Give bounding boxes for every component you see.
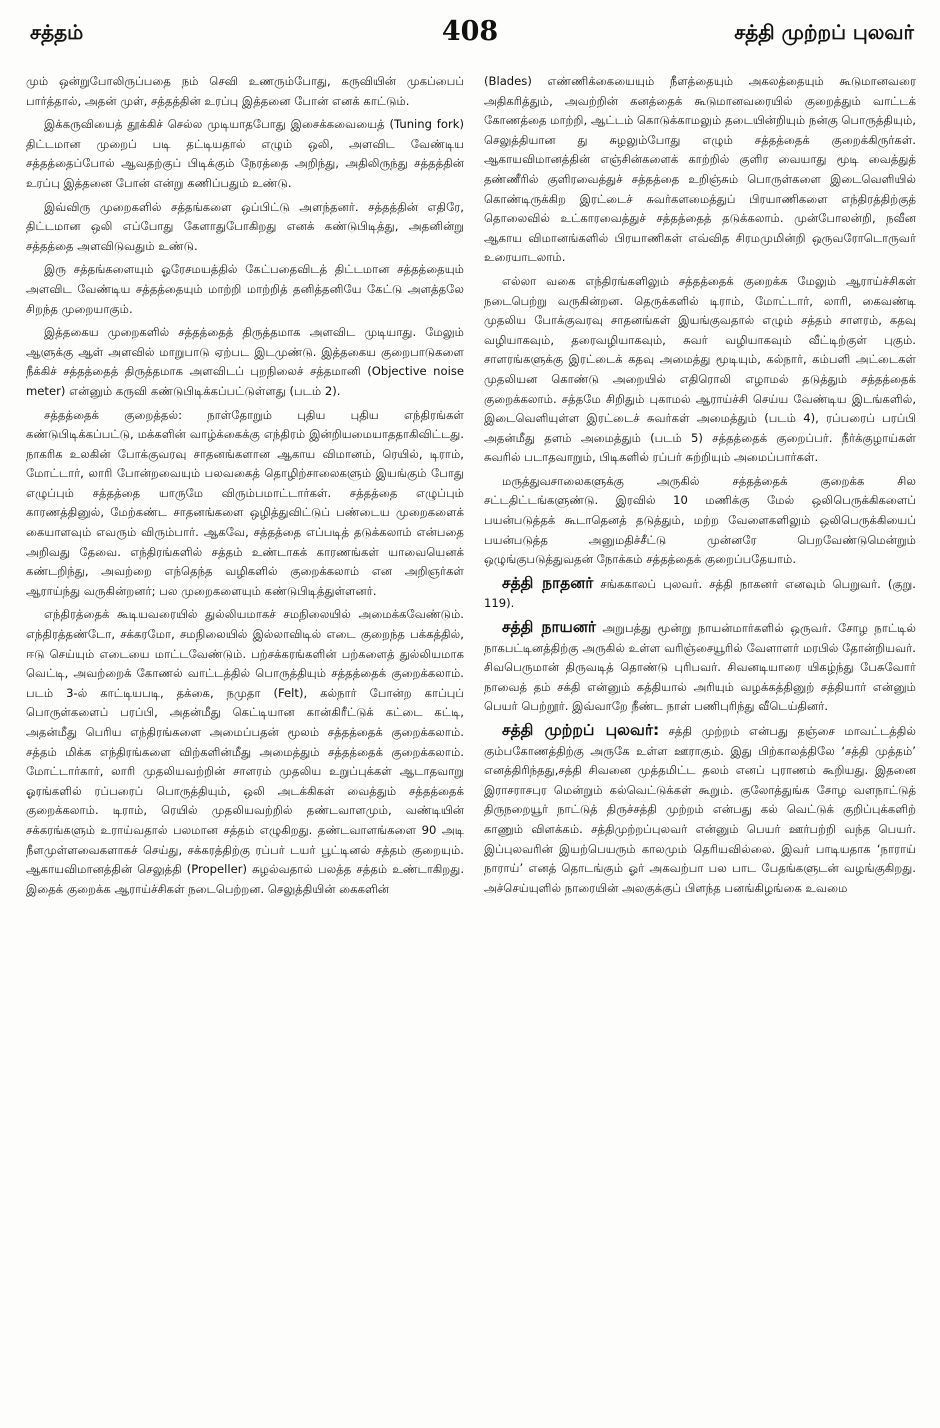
- paragraph: எல்லா வகை எந்திரங்களிலும் சத்தத்தைக் குறைக்க மேலும் ஆராய்ச்சிகள் நடைபெற்று வருகின்றன. தெருக்களில் டிராம், மோட்டார், லாரி, கைவண்டி முதலிய போக்குவரவு சாதனங்கள் இயங்குவதால் எழும் சத்தம் சாளரம், கதவு வழியாகவும், தரைவழியாகவும், சுவர் வழியாகவும் வீட்டிற்குள் புகும். சாளரங்களுக்கு இரட்டைக் கதவு அமைத்து மூடியும், கல்நார், கம்பளி அட்டைகள் முதலியன கொண்டு அறையில் எதிரொலி எழாமல் தடுத்தும் சத்தத்தைக் குறைக்கலாம். சத்தமே சிறிதும் புகாமல் ஆராய்ச்சி செய்ய வேண்டிய இடங்களில், இடைவெளியுள்ள இரட்டைச் சுவர்கள் அமைத்தும் (படம் 4), ரப்பரைப் பரப்பி அதன்மீது தளம் அமைத்தும் (படம் 5) சத்தத்தைக் குறைப்பர். நீர்க்குழாய்கள் சுவரில் படாதவாறும், பிடிகளில் ரப்பர் சுற்றியும் அமைப்பார்கள்.: [484, 273, 916, 465]
- entry-body: சத்தி முற்றம் என்பது தஞ்சை மாவட்டத்தில் கும்பகோணத்திற்கு அருகே உள்ள ஊராகும். இது பிற்காலத்திலே ‘சத்தி முத்தம்’ எனத்திரிந்தது,சத்தி சிவனை முத்தமிட்ட தலம் எனப் புராணம் கூறியது. இதனை இராசராசபுர மென்றும் கல்வெட்டுக்கள் கூறும். குலோத்துங்க சோழ வளநாட்டுத் திருநறையூர் நாட்டுத் திருச்சத்தி முற்றம் என்பது கல் வெட்டுக் குறிப்புக்களிற் காணும் விளக்கம். சத்திமுற்றப்புலவர் என்னும் பெயர் ஊர்பற்றி வந்த பெயர். இப்புலவரின் இயற்பெயரும் காலமும் தெரியவில்லை. இவர் பாடியதாக ‘நாராய் நாராய்’ எனத் தொடங்கும் ஓர் அகவற்பா பல பாட பேதங்களுடன் வழங்குகிறது. அச்செய்யுளில் நாரையின் அலகுக்குப் பிளந்த பனங்கிழங்கை உவமை: [484, 724, 916, 895]
- paragraph: இத்தகைய முறைகளில் சத்தத்தைத் திருத்தமாக அளவிட முடியாது. மேலும் ஆளுக்கு ஆள் அளவில் மாறுபாடு ஏற்பட இடமுண்டு. இத்தகைய குறைபாடுகளை நீக்கிச் சத்தத்தைத் திருத்தமாக அளவிடப் புறநிலைச் சத்தமானி (Objective noise meter) என்னும் கருவி கண்டுபிடிக்கப்பட்டுள்ளது (படம் 2).: [26, 325, 464, 398]
- paragraph: (Blades) எண்ணிக்கையையும் நீளத்தையும் அகலத்தையும் கூடுமானவரை அதிகரித்தும், அவற்றின் கனத்தைக் கூடுமானவரையில் குறைத்தும் வாட்டக் கோணத்தை மாற்றி, ஆட்டம் கொடுக்காமலும் தடையின்றியும் நன்கு பொருத்தியும், செலுத்தியான து சுழலும்போது எழும் சத்தத்தைக் குறைக்கிருர்கள். ஆகாயவிமானத்தின் எஞ்சின்களைக் காற்றில் குளிர வையாது மூடி வைத்துத் தண்ணீரில் குளிரவைத்துச் சத்தத்தை உறிஞ்சும் பொருள்களை இடைவெளியில் கொண்டிருக்கிற இரட்டைச் சுவர்களமைத்துப் பிரயாணிகளை எந்திரத்திற்குத் தொலைவில் உட்காரவைத்துச் சத்தத்தைத் தடுக்கலாம். முன்போலன்றி, நவீன ஆகாய விமானங்களில் பிரயாணிகள் எவ்வித சிரமமுமின்றி ஒருவரோடொருவர் உரையாடலாம்.: [484, 74, 916, 265]
- entry-satti-nathanar: [484, 574, 916, 614]
- entry-headword: சத்தி நாதனர்: [502, 573, 594, 592]
- running-head-right: சத்தி முற்றப் புலவர்: [734, 20, 914, 44]
- entry-body: அறுபத்து மூன்று நாயன்மார்களில் ஒருவர். சோழ நாட்டில் நாகபட்டினத்திற்கு அருகில் உள்ள வரிஞ்சையூரில் வேளாளர் மரபில் தோன்றியவர். சிவபெருமான் திருவடித் தொண்டு புரிபவர். சிவனடியாரை யிகழ்ந்து பேசுவோர் நாவைத் தம் சக்தி என்னும் கத்தியால் அரியும் வழக்கத்தினுற் சத்தியார் என்னும் பெயர் பெற்றூர். இவ்வாறே நீண்ட நாள் பணிபுரிந்து வீடெய்தினர்.: [484, 621, 916, 714]
- entry-body: சங்ககாலப் புலவர். சத்தி நாகனர் எனவும் பெறுவர். (குறு. 119).: [484, 576, 916, 611]
- running-head-left: சத்தம்: [30, 20, 84, 44]
- paragraph: இவ்விரு முறைகளில் சத்தங்களை ஒப்பிட்டு அளந்தனர். சத்தத்தின் எதிரே, திட்டமான ஒலி எப்போது கேளாதுபோகிறது எனக் கண்டுபிடித்து, அதனின்று சத்தத்தை அளவிடுவதும் உண்டு.: [26, 199, 464, 253]
- entry-satti-nayanar: [484, 618, 916, 717]
- right-column: [484, 72, 916, 1412]
- left-column: [26, 72, 464, 1412]
- paragraph: சத்தத்தைக் குறைத்தல்: நாள்தோறும் புதிய புதிய எந்திரங்கள் கண்டுபிடிக்கப்பட்டு, மக்களின் வாழ்க்கைக்கு எந்திரம் இன்றியமையாததாகிவிட்டது. நாகரிக உலகின் போக்குவரவு சாதனங்களான ஆகாய விமானம், ரெயில், டிராம், மோட்டார், லாரி போன்றவையும் பலவகைத் தொழிற்சாலைகளும் இயங்கும் போது எழுப்பும் சத்தத்தை யாருமே விரும்பமாட்டார்கள். சத்தத்தை எழுப்பும் காரணத்தினுல், மேற்கண்ட சாதனங்களை ஒழித்துவிட்டுப் பண்டைய முறைகளைக் கையாளவும் எவரும் விரும்பார். ஆகவே, சத்தத்தை எப்படித் தடுக்கலாம் என்பதை அறிவது தேவை. எந்திரங்களில் சத்தம் உண்டாகக் காரணங்கள் யாவையெனக் கண்டறிந்து, அவற்றை எந்தெந்த வழிகளில் குறைக்கலாம் என அறிஞர்கள் ஆராய்ந்து வருகின்றனர்; பல முறைகளையும் கண்டுபிடித்துள்ளனர்.: [26, 407, 464, 598]
- page-number: 408: [441, 16, 499, 47]
- paragraph: இரு சத்தங்களையும் ஓரேசமயத்தில் கேட்பதைவிடத் திட்டமான சத்தத்தையும் அளவிட வேண்டிய சத்தத்தையும் மாற்றி மாற்றித் தனித்தனியே கேட்டு அளத்தலே சிறந்த முறையாகும்.: [26, 262, 464, 316]
- paragraph: மும் ஒன்றுபோலிருப்பதை நம் செவி உணரும்போது, கருவியின் முகப்பைப் பார்த்தால், அதன் முள், சத்தத்தின் உரப்பு இத்தனை போன் எனக் காட்டும்.: [26, 74, 464, 108]
- paragraph: மருத்துவசாலைகளுக்கு அருகில் சத்தத்தைக் குறைக்க சில சட்டதிட்டங்களுண்டு. இரவில் 10 மணிக்கு மேல் ஒலிபெருக்கிகளைப் பயன்படுத்தக் கூடாதெனத் தடுத்தும், மற்ற வேளைகளிலும் ஒலிபெருக்கியைப் பயன்படுத்த அனுமதிச்சீட்டு முன்னரே பெறவேண்டுமென்றும் ஒழுங்குபடுத்துவதன் நோக்கம் சத்தத்தைக் குறைப்பதேயாம்.: [484, 473, 916, 567]
- paragraph: இக்கருவியைத் தூக்கிச் செல்ல முடியாதபோது இசைக்கவையைத் (Tuning fork) திட்டமான முறைப் படி தட்டியதால் எழும் ஒலி, அளவிட வேண்டிய சத்தத்தைப்போல் ஆவதற்குப் பிடிக்கும் நேரத்தை அறிந்து, அதிலிருந்து சத்தத்தின் உரப்பு இத்தனை போன் என்று கணிப்பதும் உண்டு.: [26, 117, 464, 190]
- entry-headword: சத்தி முற்றப் புலவர்:: [502, 721, 660, 739]
- entry-satti-mutra-pulavar: [484, 721, 916, 898]
- paragraph: எந்திரத்தைக் கூடியவரையில் துல்லியமாகச் சமநிலையில் அமைக்கவேண்டும். எந்திரத்தண்டோ, சக்கரமோ, சமநிலையில் இல்லாவிடில் எடை குறைந்த பக்கத்தில், ஈடு செய்யும் எடையை மாட்டவேண்டும். பற்சக்கரங்களின் பற்களைத் துல்லியமாக வெட்டி, அவற்றைக் கோணல் வாட்டத்தில் பொருத்தியும் சத்தத்தைக் குறைக்கலாம். படம் 3-ல் காட்டியபடி, தக்கை, நமுதா (Felt), கல்நார் போன்ற காப்புப் பொருள்களைப் பரப்பி, அதன்மீது கெட்டியான கான்கிரீட்டுக் கட்டை கட்டி, அதன்மீது பெரிய எந்திரங்களை அமைப்பதன் மூலம் சத்தத்தைக் குறைக்கலாம். சத்தம் மிக்க எந்திரங்களை விற்களின்மீது அமைத்தும் சத்தத்தைக் குறைக்கலாம். மோட்டார்கார், லாரி முதலியவற்றின் சாளரம் முதலிய உறுப்புக்கள் ஆடாதவாறு ஓரங்களில் ரப்பரைப் பொருத்தியும், ஒலி அடக்கிகள் வைத்தும் சத்தத்தைக் குறைக்கலாம். டிராம், ரெயில் முதலியவற்றில் தண்டவாளமும், வண்டியின் சக்கரங்களும் உராய்வதால் பலமான சத்தம் எழுகிறது. தண்டவாளங்களை 90 அடி நீளமுள்ளவைகளாகச் செய்து, சக்கரத்திற்கு ரப்பர் டயர் பூட்டினல் சத்தம் குறையும். ஆகாயவிமானத்தின் செலுத்தி (Propeller) சுழல்வதால் பலத்த சத்தம் உண்டாகிறது. இதைக் குறைக்க ஆராய்ச்சிகள் நடைபெற்றன. செலுத்தியின் கைகளின்: [26, 607, 464, 896]
- entry-headword: சத்தி நாயனர்: [502, 618, 596, 637]
